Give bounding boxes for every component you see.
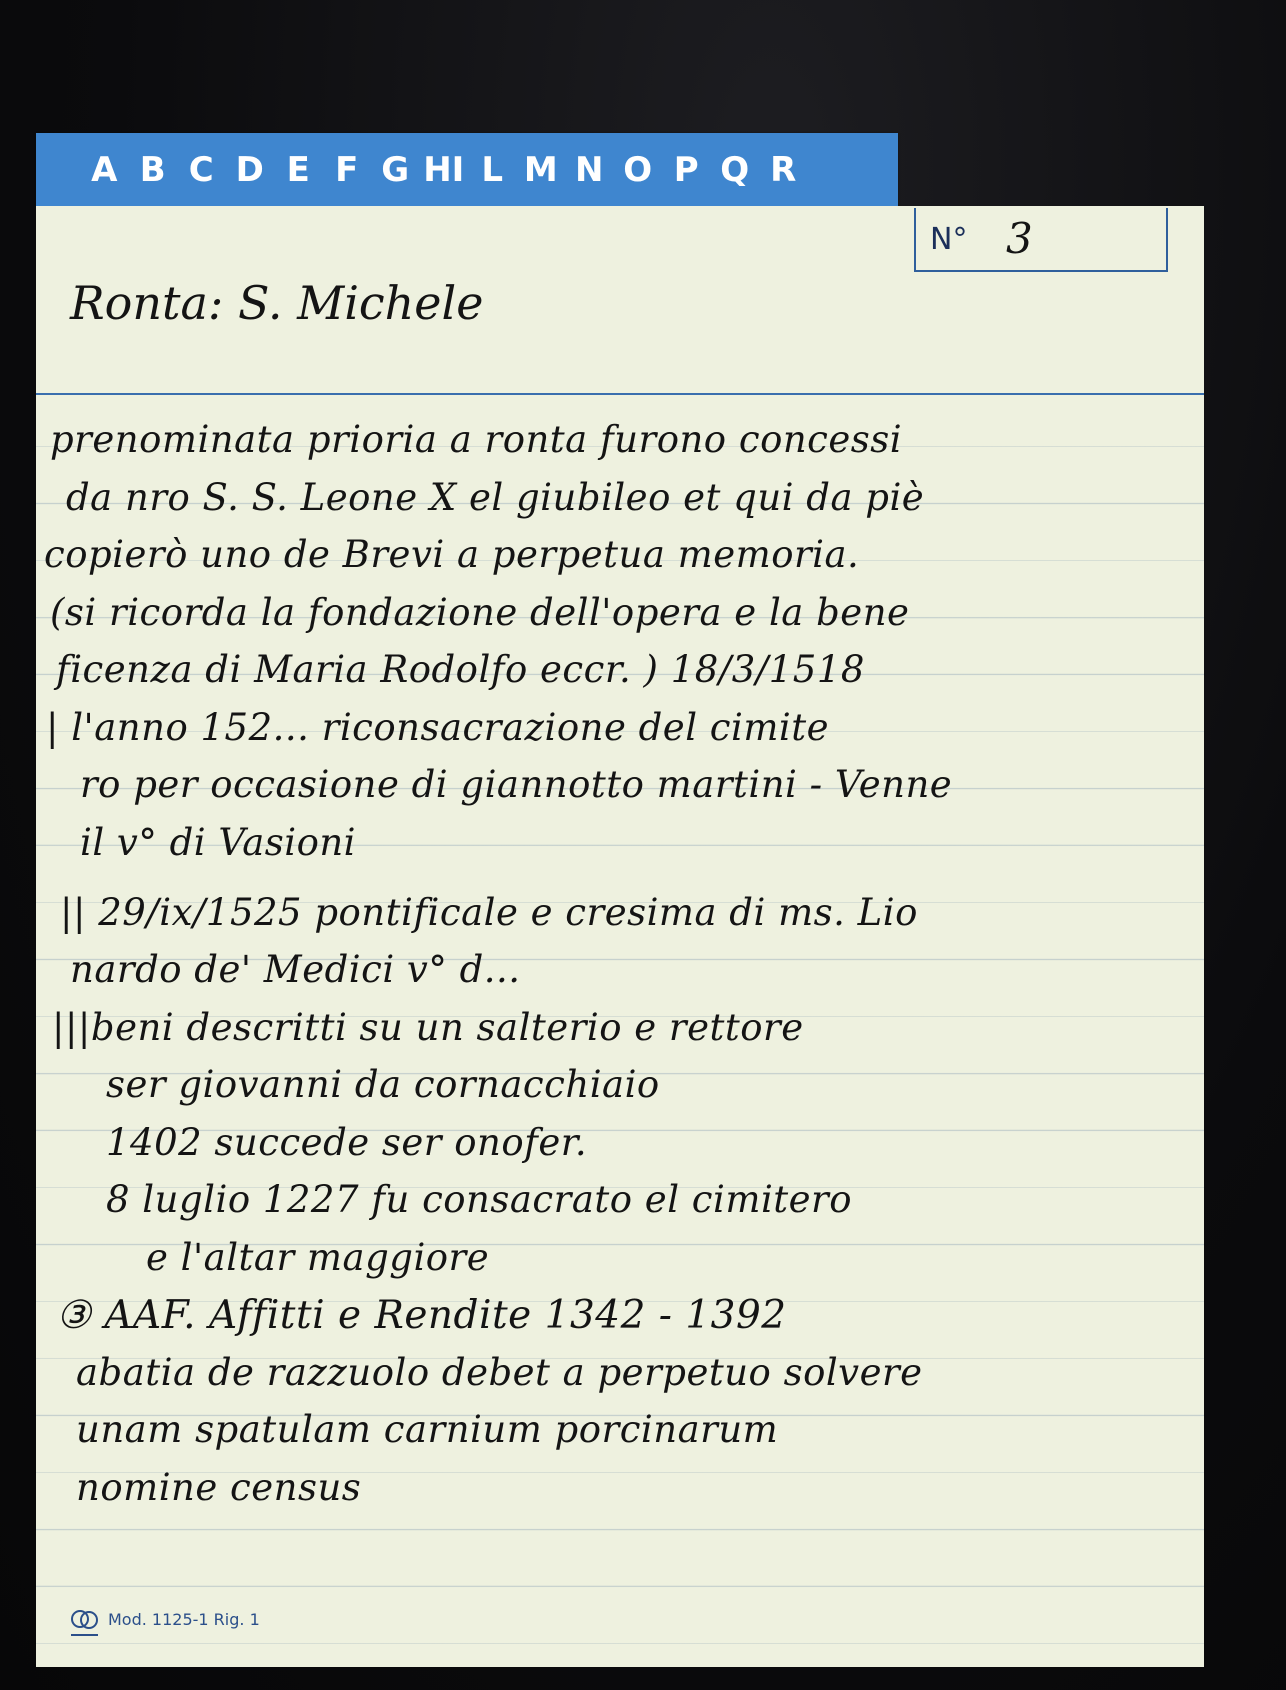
tab-letter: HI bbox=[423, 149, 465, 190]
handwritten-line: ficenza di Maria Rodolfo eccr. ) 18/3/1518 bbox=[56, 648, 865, 691]
handwritten-line: ser giovanni da cornacchiaio bbox=[106, 1063, 660, 1106]
index-card bbox=[36, 206, 1204, 1667]
tab-letter: F bbox=[335, 149, 359, 190]
handwritten-line: il v° di Vasioni bbox=[80, 821, 357, 864]
handwritten-line: (si ricorda la fondazione dell'opera e la bene bbox=[50, 591, 910, 634]
tab-letter: A bbox=[91, 149, 118, 190]
number-label: N° bbox=[930, 222, 968, 257]
tab-letter: G bbox=[381, 149, 410, 190]
card-title: Ronta: S. Michele bbox=[70, 276, 484, 330]
card-number-box bbox=[914, 208, 1168, 272]
publisher-logo-icon bbox=[68, 1607, 102, 1641]
handwritten-line: nardo de' Medici v° d... bbox=[70, 948, 521, 991]
tab-letter: N bbox=[575, 149, 604, 190]
handwritten-line: || 29/ix/1525 pontificale e cresima di ms. Lio bbox=[60, 891, 918, 934]
handwritten-line: e l'altar maggiore bbox=[146, 1236, 490, 1279]
tab-letter: L bbox=[481, 149, 504, 190]
tab-letter: R bbox=[770, 149, 797, 190]
tab-letter: M bbox=[523, 149, 558, 190]
handwritten-line: abatia de razzuolo debet a perpetuo solvere bbox=[76, 1351, 923, 1394]
tab-letter: B bbox=[139, 149, 166, 190]
handwritten-line: nomine census bbox=[76, 1466, 362, 1509]
handwritten-line: | l'anno 152... riconsacrazione del cimite bbox=[46, 706, 830, 749]
header-divider bbox=[36, 393, 1204, 395]
handwritten-line: ro per occasione di giannotto martini - Venne bbox=[80, 763, 953, 806]
tab-letter: E bbox=[286, 149, 310, 190]
handwritten-line: 8 luglio 1227 fu consacrato el cimitero bbox=[106, 1178, 853, 1221]
tab-letter: O bbox=[623, 149, 653, 190]
handwritten-line: copierò uno de Brevi a perpetua memoria. bbox=[44, 533, 860, 576]
card-number: 3 bbox=[1006, 214, 1033, 263]
handwritten-line: da nro S. S. Leone X el giubileo et qui da piè bbox=[66, 476, 925, 519]
alphabet-letters bbox=[80, 133, 808, 206]
tab-letter: P bbox=[673, 149, 699, 190]
tab-letter: C bbox=[188, 149, 214, 190]
handwritten-line: 1402 succede ser onofer. bbox=[106, 1121, 588, 1164]
tab-letter: Q bbox=[720, 149, 750, 190]
alphabet-index-tab bbox=[36, 133, 898, 206]
handwritten-line: unam spatulam carnium porcinarum bbox=[76, 1408, 779, 1451]
tab-letter: D bbox=[235, 149, 264, 190]
handwritten-line: prenominata prioria a ronta furono concessi bbox=[50, 418, 903, 461]
form-model-label: Mod. 1125-1 Rig. 1 bbox=[108, 1610, 260, 1629]
handwritten-line: |||beni descritti su un salterio e rettore bbox=[52, 1006, 804, 1049]
handwritten-line: ③ AAF. Affitti e Rendite 1342 - 1392 bbox=[56, 1293, 787, 1338]
